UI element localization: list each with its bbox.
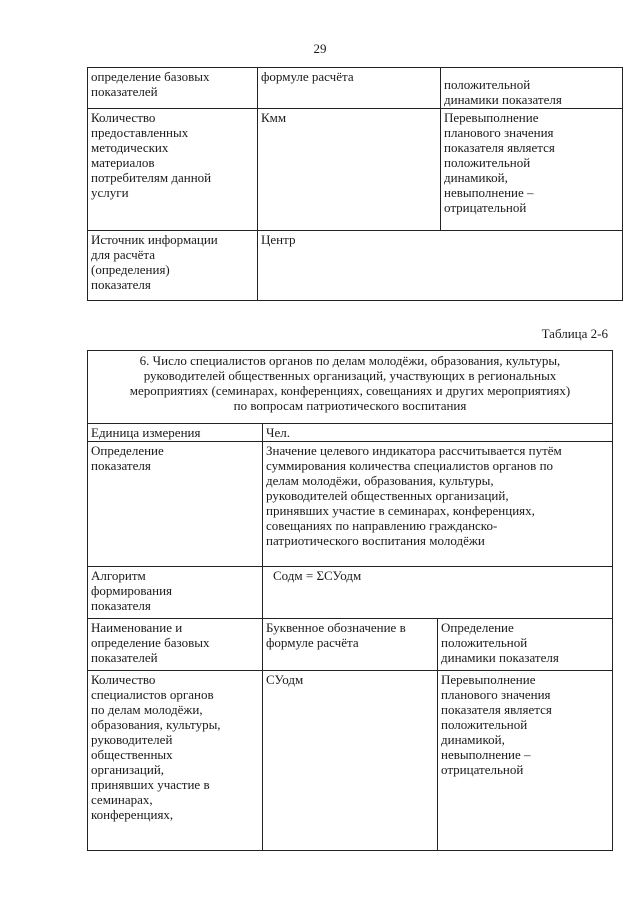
table-cell <box>88 231 258 301</box>
cell-line: формуле расчёта <box>266 635 359 650</box>
cell-line: показателя является <box>441 702 552 717</box>
table-title <box>88 351 613 424</box>
cell-line: положительной <box>441 635 528 650</box>
cell-line: показателя <box>91 458 151 473</box>
table-cell <box>441 68 623 109</box>
table-row <box>88 109 623 231</box>
table-cell <box>258 68 441 109</box>
cell-line: принявших участие в <box>91 777 210 792</box>
cell-line: показателей <box>91 650 158 665</box>
title-line: 6. Число специалистов органов по делам молодёжи, образования, культуры, <box>139 353 561 368</box>
cell-line: организаций, <box>91 762 165 777</box>
cell-line: предоставленных <box>91 125 189 140</box>
cell-line: определение базовых <box>91 635 210 650</box>
cell-line: принявших участие в семинарах, конференциях, <box>266 503 535 518</box>
cell-line: образования, культуры, <box>91 717 221 732</box>
cell-line: положительной <box>441 717 528 732</box>
cell-line: потребителям данной <box>91 170 212 185</box>
cell-line: конференциях, <box>91 807 174 822</box>
page-number: 29 <box>313 41 327 56</box>
cell-line: руководителей <box>91 732 173 747</box>
algorithm-label <box>88 567 263 619</box>
table-cell <box>88 671 263 851</box>
cell-line: Наименование и <box>91 620 183 635</box>
table-cell <box>438 671 613 851</box>
cell-line: руководителей общественных организаций, <box>266 488 509 503</box>
cell-line: Центр <box>261 232 296 247</box>
cell-line: семинарах, <box>91 792 153 807</box>
cell-line: по делам молодёжи, <box>91 702 203 717</box>
cell-line: общественных <box>91 747 173 762</box>
cell-line: суммирования количества специалистов органов по <box>266 458 554 473</box>
definition-label <box>88 442 263 567</box>
indicator-table-2-6 <box>87 350 613 851</box>
header-cell <box>438 619 613 671</box>
table-cell <box>258 109 441 231</box>
cell-line: специалистов органов <box>91 687 214 702</box>
cell-line: положительной <box>444 155 531 170</box>
table-header-row <box>88 619 613 671</box>
cell-line: динамикой, <box>444 170 508 185</box>
table-row <box>88 567 613 619</box>
cell-line: невыполнение – <box>441 747 531 762</box>
cell-line: показателя является <box>444 140 555 155</box>
cell-line: СУодм <box>266 672 304 687</box>
cell-line: формуле расчёта <box>261 69 354 84</box>
definition-value <box>263 442 613 567</box>
title-line: по вопросам патриотического воспитания <box>233 398 467 413</box>
cell-line: Перевыполнение <box>444 110 539 125</box>
title-line: руководителей общественных организаций, участвующих в региональных <box>143 368 557 383</box>
table-row <box>88 68 623 109</box>
cell-line: отрицательной <box>441 762 524 777</box>
cell-line: Буквенное обозначение в <box>266 620 406 635</box>
cell-line: патриотического воспитания молодёжи <box>266 533 485 548</box>
cell-line: динамики показателя <box>444 92 562 107</box>
cell-line: материалов <box>91 155 155 170</box>
cell-line: динамикой, <box>441 732 505 747</box>
title-line: мероприятиях (семинарах, конференциях, совещаниях и других мероприятиях) <box>129 383 571 398</box>
cell-line: Кмм <box>261 110 287 125</box>
table-row <box>88 231 623 301</box>
unit-label: Единица измерения <box>88 424 263 442</box>
cell-line: Количество <box>91 110 156 125</box>
table-row <box>88 442 613 567</box>
cell-line: Определение <box>91 443 164 458</box>
cell-line: Определение <box>441 620 514 635</box>
cell-line: динамики показателя <box>441 650 559 665</box>
table-cell <box>88 68 258 109</box>
header-cell <box>263 619 438 671</box>
cell-line: невыполнение – <box>444 185 534 200</box>
table-caption: Таблица 2-6 <box>541 326 608 341</box>
cell-line: отрицательной <box>444 200 527 215</box>
cell-line: Количество <box>91 672 156 687</box>
cell-line: показателя <box>91 598 151 613</box>
table-cell <box>88 109 258 231</box>
cell-line: (определения) <box>91 262 170 277</box>
algorithm-formula: Содм = ΣСУодм <box>263 567 613 619</box>
table-cell <box>263 671 438 851</box>
cell-line: планового значения <box>444 125 554 140</box>
unit-value: Чел. <box>263 424 613 442</box>
cell-line: Значение целевого индикатора рассчитывается путём <box>266 443 562 458</box>
cell-line: услуги <box>91 185 129 200</box>
header-cell <box>88 619 263 671</box>
cell-line: Источник информации <box>91 232 218 247</box>
cell-line: формирования <box>91 583 173 598</box>
cell-line: Алгоритм <box>91 568 146 583</box>
cell-line: для расчёта <box>91 247 156 262</box>
table-title-row <box>88 351 613 424</box>
cell-line: совещаниях по направлению гражданско- <box>266 518 498 533</box>
indicator-table-continued <box>87 67 623 301</box>
cell-line: определение базовых <box>91 69 210 84</box>
cell-line: методических <box>91 140 169 155</box>
cell-line: Перевыполнение <box>441 672 536 687</box>
cell-line: показателя <box>91 277 151 292</box>
table-row <box>88 671 613 851</box>
cell-line: делам молодёжи, образования, культуры, <box>266 473 494 488</box>
table-cell <box>441 109 623 231</box>
table-row <box>88 424 613 442</box>
table-cell <box>258 231 623 301</box>
cell-line: показателей <box>91 84 158 99</box>
cell-line: положительной <box>444 77 531 92</box>
cell-line: планового значения <box>441 687 551 702</box>
